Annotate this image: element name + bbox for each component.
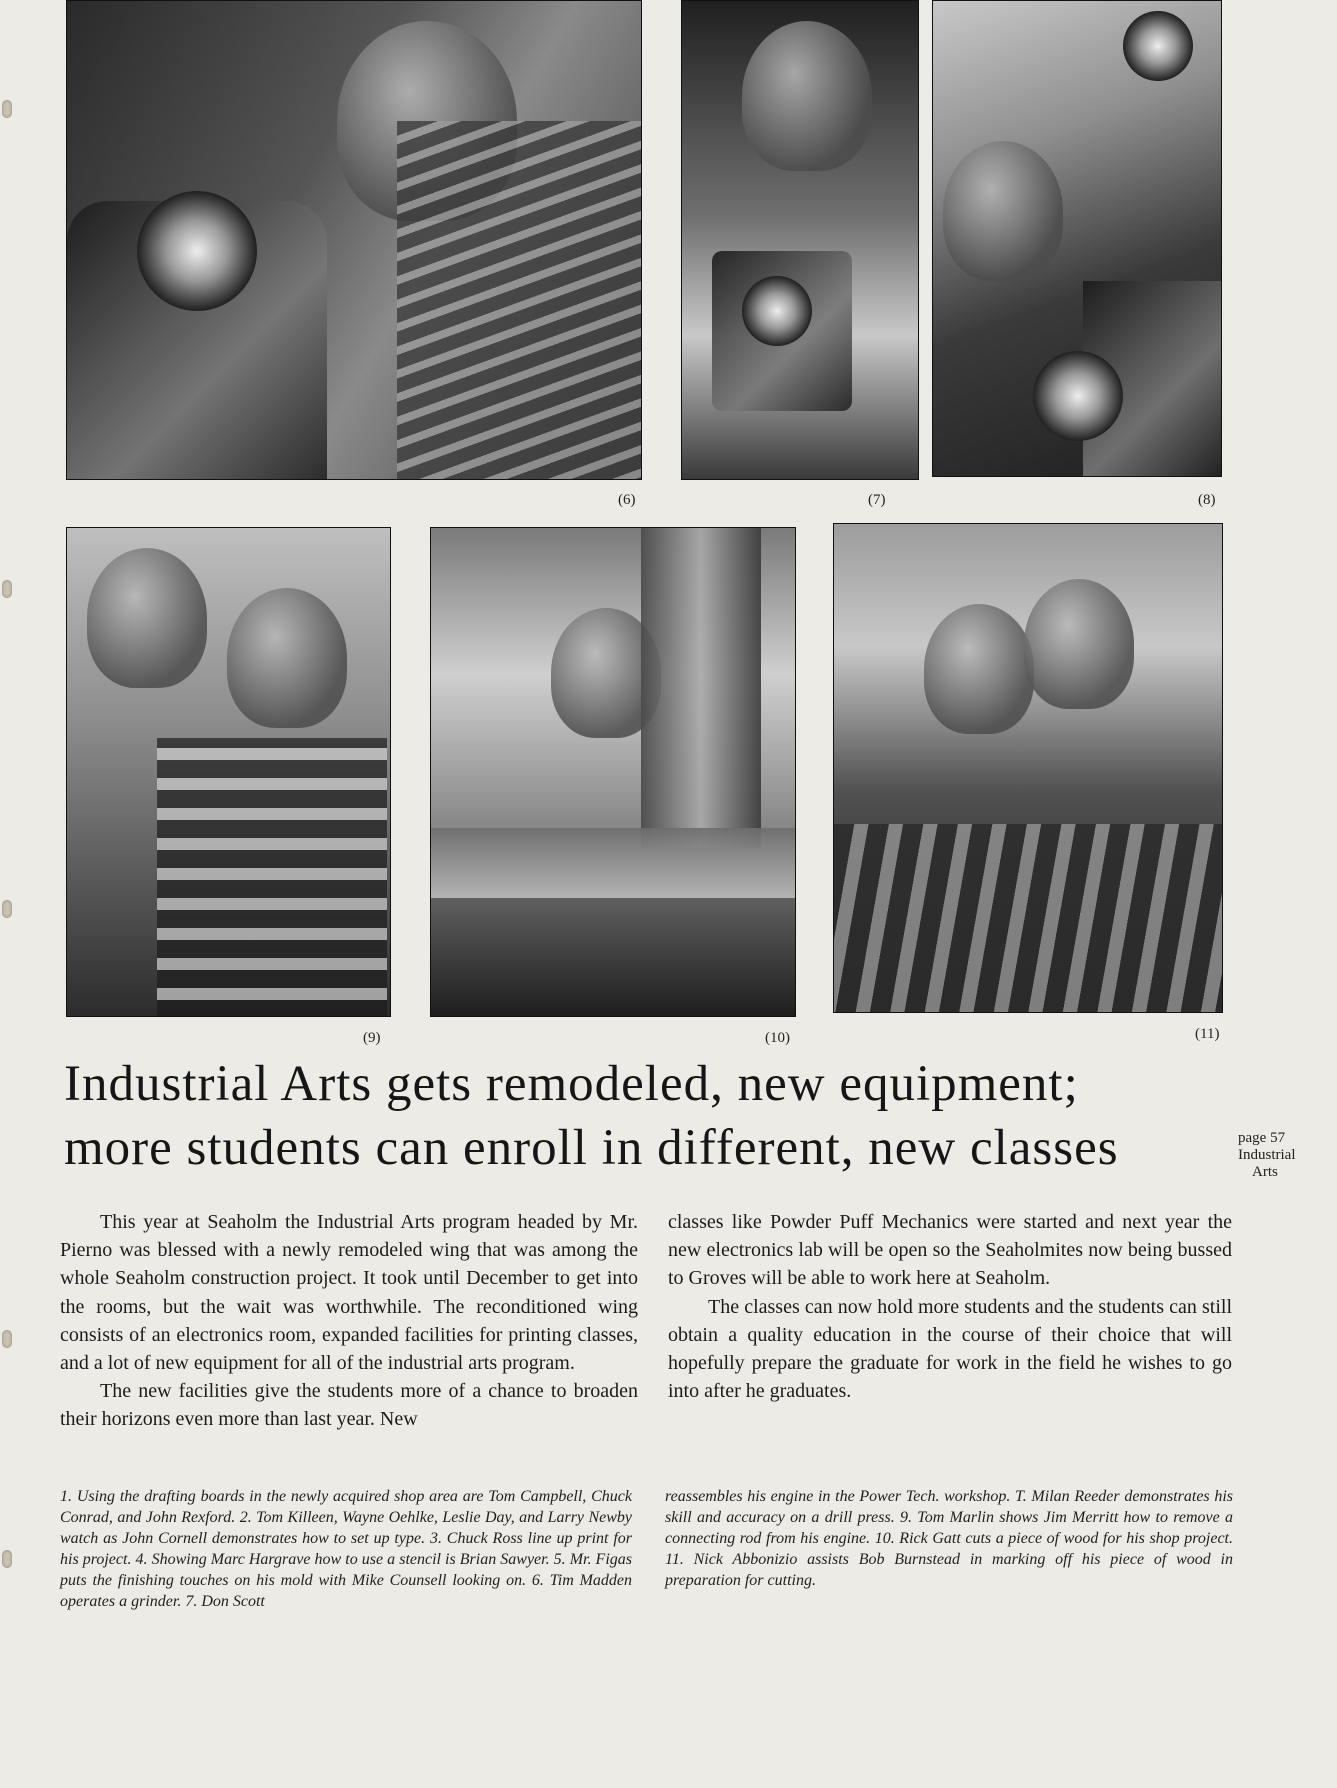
photo-11-number: (11) — [1195, 1026, 1220, 1042]
body-column-right — [668, 1208, 1232, 1405]
headline-line-1: Industrial Arts gets remodeled, new equipment; — [64, 1056, 1079, 1112]
photo-9-connecting-rod — [66, 527, 391, 1017]
page-folio — [1238, 1130, 1318, 1181]
photo-10-number: (10) — [765, 1030, 790, 1046]
photo-7-number: (7) — [868, 492, 886, 508]
body-paragraph: The new facilities give the students more of a chance to broaden their horizons even more than last year. New — [60, 1380, 638, 1431]
photo-7-engine — [681, 0, 919, 480]
binder-hole — [2, 100, 12, 118]
headline — [64, 1052, 1244, 1180]
caption-column-left: 1. Using the drafting boards in the newly acquired shop area are Tom Campbell, Chuck Conrad, and John Rexford. 2. Tom Killeen, Wayne Oehlke, Leslie Day, and Larry Newby watch as John Cornell demonstrates how to set up type. 3. Chuck Ross line up print for his project. 4. Showing Marc Hargrave how to use a stencil is Brian Sawyer. 5. Mr. Figas puts the finishing touches on his mold with Mike Counsell looking on. 6. Tim Madden operates a grinder. 7. Don Scott — [60, 1488, 632, 1610]
photo-8-drill-press — [932, 0, 1222, 477]
page-number: page 57 — [1238, 1130, 1286, 1146]
body-paragraph: The classes can now hold more students and the students can still obtain a quality education in the course of their choice that will hopefully prepare the graduate for work in the field he wishes to go into after he graduates. — [668, 1295, 1232, 1403]
photo-11-marking-wood — [833, 523, 1223, 1013]
body-column-left — [60, 1208, 638, 1434]
photo-6-number: (6) — [618, 492, 636, 508]
binder-hole — [2, 580, 12, 598]
section-name-cont: Arts — [1252, 1164, 1278, 1180]
body-paragraph: This year at Seaholm the Industrial Arts program headed by Mr. Pierno was blessed with a newly remodeled wing that was among the whole Seaholm construction project. It took until December to get into the rooms, but the wait was worthwhile. The reconditioned wing consists of an electronics room, expanded facilities for printing classes, and a lot of new equipment for all of the industrial arts program. — [60, 1211, 638, 1375]
photo-6-grinder — [66, 0, 642, 480]
photo-8-number: (8) — [1198, 492, 1216, 508]
body-paragraph: classes like Powder Puff Mechanics were started and next year the new electronics lab will be open so the Seaholmites now being bussed to Groves will be able to work here at Seaholm. — [668, 1211, 1232, 1290]
binder-hole — [2, 900, 12, 918]
caption-column-right: reassembles his engine in the Power Tech. workshop. T. Milan Reeder demonstrates his skill and accuracy on a drill press. 9. Tom Marlin shows Jim Merritt how to remove a connecting rod from his engine. 10. Rick Gatt cuts a piece of wood for his shop project. 11. Nick Abbonizio assists Bob Burnstead in marking off his piece of wood in preparation for cutting. — [665, 1488, 1233, 1589]
binder-hole — [2, 1550, 12, 1568]
headline-line-2: more students can enroll in different, new classes — [64, 1120, 1119, 1176]
section-name: Industrial — [1238, 1147, 1296, 1163]
photo-9-number: (9) — [363, 1030, 381, 1046]
binder-hole — [2, 1330, 12, 1348]
photo-10-band-saw — [430, 527, 796, 1017]
